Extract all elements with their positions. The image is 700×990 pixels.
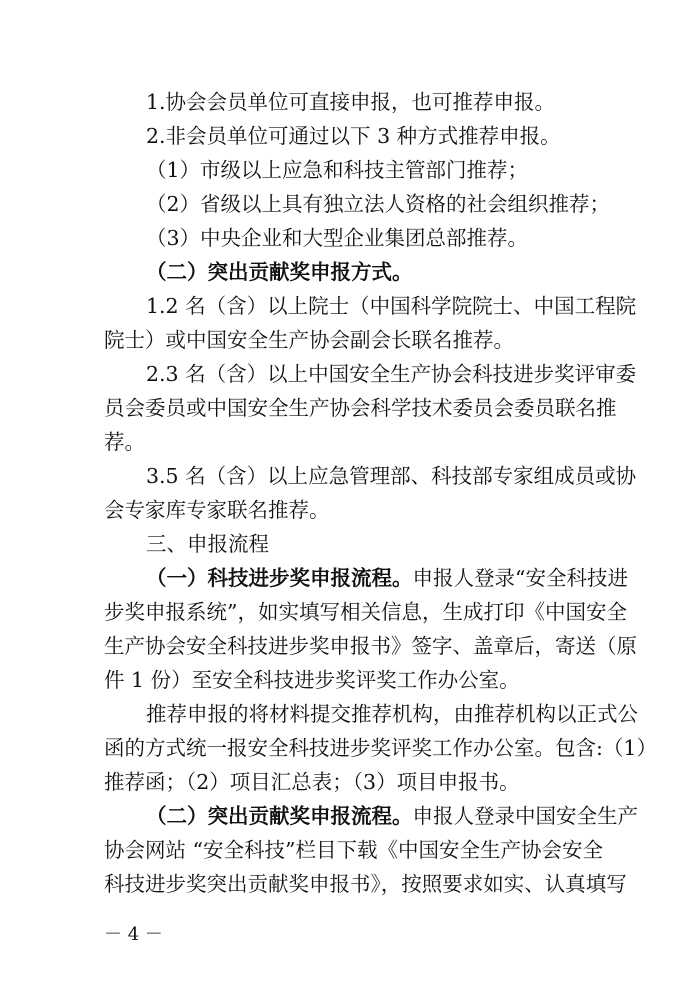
paragraph-line: 会专家库专家联名推荐。	[104, 498, 330, 522]
section-heading: 三、申报流程	[146, 532, 269, 556]
section-heading: （二）突出贡献奖申报方式。	[146, 260, 413, 284]
paragraph-line: 函的方式统一报安全科技进步奖评奖工作办公室。包含:（1）	[104, 736, 657, 760]
paragraph-line: （二）突出贡献奖申报流程。申报人登录中国安全生产	[146, 804, 638, 828]
paragraph-line: （一）科技进步奖申报流程。申报人登录“安全科技进	[146, 566, 628, 590]
paragraph-line: 院士）或中国安全生产协会副会长联名推荐。	[104, 328, 514, 352]
paragraph-line: 2.3 名（含）以上中国安全生产协会科技进步奖评审委	[146, 362, 637, 386]
paragraph-line: 协会网站 “安全科技”栏目下载《中国安全生产协会安全	[104, 838, 603, 862]
paragraph-line: 件 1 份）至安全科技进步奖评奖工作办公室。	[104, 668, 520, 692]
page-number: － 4 －	[104, 924, 163, 945]
paragraph-line: 2.非会员单位可通过以下 3 种方式推荐申报。	[146, 124, 561, 148]
paragraph-line: 1.协会会员单位可直接申报，也可推荐申报。	[146, 90, 556, 114]
paragraph-line: 推荐申报的将材料提交推荐机构，由推荐机构以正式公	[146, 702, 638, 726]
paragraph-line: 科技进步奖突出贡献奖申报书》，按照要求如实、认真填写	[104, 872, 627, 896]
paragraph-line: （1）市级以上应急和科技主管部门推荐；	[146, 158, 529, 182]
paragraph-line: 荐。	[104, 430, 145, 454]
paragraph-line: 员会委员或中国安全生产协会科学技术委员会委员联名推	[104, 396, 617, 420]
paragraph-line: （3）中央企业和大型企业集团总部推荐。	[146, 226, 529, 250]
paragraph-line: 推荐函；（2）项目汇总表；（3）项目申报书。	[104, 770, 520, 794]
paragraph-line: （2）省级以上具有独立法人资格的社会组织推荐；	[146, 192, 611, 216]
paragraph-line: 1.2 名（含）以上院士（中国科学院院士、中国工程院	[146, 294, 637, 318]
paragraph-line: 步奖申报系统”，如实填写相关信息，生成打印《中国安全	[104, 600, 627, 624]
paragraph-line: 生产协会安全科技进步奖申报书》签字、盖章后，寄送（原	[104, 634, 637, 658]
paragraph-line: 3.5 名（含）以上应急管理部、科技部专家组成员或协	[146, 464, 637, 488]
